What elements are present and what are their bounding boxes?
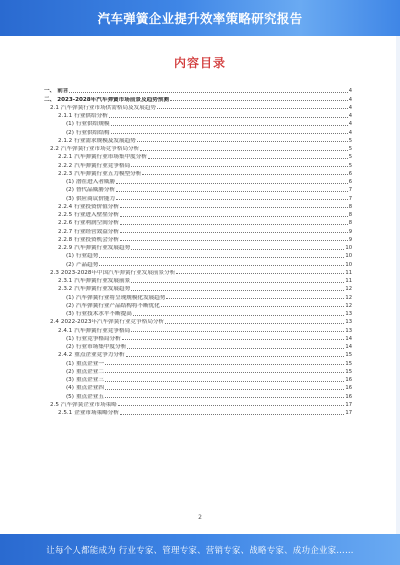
toc-entry[interactable] (44, 276, 352, 284)
toc-entry-number: 2.5.1 (58, 410, 73, 416)
toc-leader-dots (105, 397, 344, 398)
toc-entry-title: 前言 (57, 88, 69, 95)
toc-entry-title: 行业供给分析 (74, 113, 108, 119)
toc-leader-dots (142, 174, 347, 175)
toc-entry-number: 2.3.1 (58, 278, 73, 284)
toc-leader-dots (105, 372, 344, 373)
toc-entry-title: 重点企业四 (75, 385, 104, 392)
toc-heading: 内容目录 (173, 56, 226, 70)
toc-entry-title: 行业技术水平不断提高 (75, 311, 132, 317)
bottom-banner (0, 534, 400, 565)
toc-entry[interactable] (44, 259, 352, 267)
toc-leader-dots (166, 298, 344, 299)
toc-entry[interactable] (44, 358, 352, 366)
toc-entry[interactable] (44, 193, 352, 201)
toc-leader-dots (148, 158, 348, 159)
toc-leader-dots (118, 405, 345, 406)
toc-entry-number: (2) (66, 129, 74, 136)
toc-entry-number: 二、 (44, 96, 56, 103)
toc-leader-dots (111, 125, 348, 126)
toc-entry-title: 行业供给结构 (75, 129, 110, 136)
toc-leader-dots (140, 150, 347, 151)
toc-entry[interactable] (44, 408, 352, 416)
toc-entry[interactable] (44, 202, 352, 210)
toc-entry-page: 8 (348, 203, 352, 210)
table-of-contents (44, 86, 352, 416)
toc-entry[interactable] (44, 103, 352, 111)
toc-entry[interactable] (44, 309, 352, 317)
toc-entry[interactable] (44, 218, 352, 226)
toc-entry[interactable] (44, 301, 352, 309)
toc-entry-page: 15 (345, 368, 352, 375)
toc-entry-page: 13 (345, 327, 352, 334)
toc-entry-title: 2023-2028年中国汽车弹簧行业发展前景分析 (60, 269, 176, 276)
toc-leader-dots (137, 141, 348, 142)
toc-entry-number: 2.2.9 (58, 245, 73, 251)
toc-leader-dots (105, 364, 344, 365)
toc-entry-page: 4 (348, 104, 352, 111)
toc-entry-number: (5) (66, 393, 74, 400)
toc-entry-page: 13 (345, 311, 352, 317)
toc-leader-dots (105, 381, 344, 382)
toc-entry-page: 9 (348, 228, 352, 235)
toc-entry-number: (3) (66, 377, 74, 383)
toc-leader-dots (126, 356, 345, 357)
toc-leader-dots (120, 232, 348, 233)
toc-entry[interactable] (44, 177, 352, 185)
toc-entry[interactable] (44, 127, 352, 135)
toc-entry[interactable] (44, 111, 352, 119)
toc-entry-number: (2) (66, 344, 74, 350)
toc-entry-number: 2.3.2 (58, 286, 73, 293)
toc-entry-number: 2.2.6 (58, 220, 73, 227)
toc-leader-dots (131, 331, 344, 332)
toc-entry-title: 供应商议价能力 (75, 195, 116, 202)
toc-entry-number: 2.1.1 (58, 113, 73, 119)
toc-leader-dots (165, 323, 344, 324)
toc-entry-number: (1) (66, 335, 74, 342)
toc-entry-number: (1) (66, 294, 74, 301)
toc-entry-title: 行业需求规模及发展趋势 (74, 137, 136, 144)
toc-leader-dots (157, 108, 348, 109)
toc-entry-page: 10 (345, 253, 352, 260)
toc-entry-number: (2) (66, 187, 74, 194)
top-banner (0, 0, 400, 36)
toc-entry-page: 6 (348, 179, 352, 185)
toc-entry-title: 汽车弹簧行业五力模型分析 (74, 170, 142, 177)
toc-entry-page: 4 (348, 121, 352, 128)
toc-leader-dots (170, 100, 348, 101)
toc-entry[interactable] (44, 119, 352, 127)
toc-entry-title: 汽车弹簧行业发展趋势 (74, 245, 131, 251)
toc-entry[interactable] (44, 136, 352, 144)
toc-entry-page: 4 (348, 113, 352, 119)
toc-leader-dots (69, 92, 347, 93)
toc-entry-page: 5 (348, 137, 352, 144)
toc-entry-title: 行业竞争格局分析 (75, 335, 121, 342)
toc-entry-page: 4 (348, 88, 352, 95)
toc-entry-title: 企业市场策略分析 (74, 410, 119, 416)
toc-entry[interactable] (44, 350, 352, 358)
toc-entry-number: 2.2.7 (58, 228, 73, 235)
toc-entry-page: 12 (345, 302, 352, 309)
toc-entry-number: 2.4.1 (58, 327, 73, 334)
toc-entry-title: 行业投资价值分析 (74, 203, 119, 210)
toc-entry-title: 重点企业二 (75, 368, 104, 375)
toc-leader-dots (111, 133, 348, 134)
toc-entry-page: 4 (348, 96, 352, 103)
toc-entry-number: 2.2.5 (58, 212, 73, 218)
toc-entry-title: 行业利润空间分析 (74, 220, 119, 227)
toc-entry[interactable] (44, 235, 352, 243)
toc-entry-page: 5 (348, 162, 352, 169)
toc-entry-page: 10 (345, 245, 352, 251)
toc-entry-page: 9 (348, 236, 352, 243)
toc-leader-dots (116, 183, 348, 184)
toc-entry[interactable] (44, 152, 352, 160)
toc-leader-dots (131, 282, 344, 283)
toc-entry[interactable] (44, 94, 352, 102)
toc-entry[interactable] (44, 243, 352, 251)
toc-entry-title: 2022-2023年汽车弹簧行业竞争格局分析 (60, 319, 165, 326)
toc-entry-page: 11 (345, 278, 352, 284)
toc-entry-page: 14 (345, 335, 352, 342)
toc-entry-number: (1) (66, 360, 74, 367)
toc-entry-page: 15 (345, 360, 352, 367)
toc-entry[interactable] (44, 391, 352, 399)
toc-entry-number: (2) (66, 261, 74, 268)
toc-leader-dots (116, 191, 348, 192)
toc-entry-number: (3) (66, 311, 74, 317)
toc-entry-number: 2.4.2 (58, 352, 73, 359)
toc-entry[interactable] (44, 169, 352, 177)
toc-entry[interactable] (44, 317, 352, 325)
toc-entry[interactable] (44, 342, 352, 350)
toc-leader-dots (99, 265, 344, 266)
toc-entry-page: 13 (345, 319, 352, 326)
toc-leader-dots (99, 257, 344, 258)
toc-leader-dots (133, 315, 345, 316)
toc-entry-page: 5 (348, 146, 352, 152)
toc-entry-title: 重点企业一 (75, 360, 104, 367)
toc-entry-page: 11 (345, 269, 352, 276)
toc-entry[interactable] (44, 86, 352, 94)
toc-entry-number: 2.2 (50, 146, 59, 152)
toc-entry-title: 行业供给规模 (75, 121, 110, 128)
toc-entry-title: 产品趋势 (75, 261, 99, 268)
toc-entry-title: 重点企业竞争力分析 (74, 352, 125, 359)
toc-leader-dots (176, 273, 344, 274)
toc-entry-page: 15 (345, 352, 352, 359)
toc-entry-number: (1) (66, 253, 74, 260)
toc-entry-number: (2) (66, 368, 74, 375)
toc-entry-page: 12 (345, 286, 352, 293)
toc-entry[interactable] (44, 268, 352, 276)
toc-entry-title: 汽车弹簧行业将呈现规模化发展趋势 (75, 294, 166, 301)
toc-entry[interactable] (44, 160, 352, 168)
toc-entry-page: 8 (348, 220, 352, 227)
toc-entry-title: 行业市场集中度分析 (75, 344, 127, 350)
toc-entry-page: 17 (345, 401, 352, 408)
toc-leader-dots (131, 249, 344, 250)
toc-entry-title: 汽车弹簧行业发展趋势 (74, 286, 131, 293)
toc-entry-number: (4) (66, 385, 74, 392)
toc-entry-page: 10 (345, 261, 352, 268)
toc-leader-dots (109, 117, 348, 118)
toc-entry-number: 一、 (44, 88, 56, 95)
toc-entry-page: 16 (345, 393, 352, 400)
toc-entry-number: (3) (66, 195, 74, 202)
toc-entry-title: 替代品威胁分析 (75, 187, 116, 194)
toc-entry-number: 2.2.4 (58, 203, 73, 210)
side-accent (396, 36, 400, 534)
toc-entry-title: 2023-2028年汽车弹簧市场前景及趋势预测 (57, 96, 169, 103)
toc-entry-number: (1) (66, 179, 74, 185)
toc-entry-page: 8 (348, 212, 352, 218)
toc-entry[interactable] (44, 400, 352, 408)
toc-entry[interactable] (44, 292, 352, 300)
toc-entry-title: 行业趋势 (75, 253, 99, 260)
page-number: 2 (198, 514, 202, 521)
toc-entry-title: 重点企业三 (75, 377, 104, 383)
toc-entry-title: 行业投资机会分析 (74, 236, 119, 243)
toc-entry[interactable] (44, 226, 352, 234)
toc-leader-dots (120, 224, 348, 225)
toc-entry[interactable] (44, 185, 352, 193)
toc-entry-title: 汽车弹簧行业市场竞争格局分析 (60, 146, 140, 152)
toc-entry[interactable] (44, 367, 352, 375)
toc-entry-number: 2.2.8 (58, 236, 73, 243)
toc-entry-number: 2.2.3 (58, 170, 73, 177)
toc-entry-number: 2.1 (50, 104, 59, 111)
footer-slogan: 让每个人都能成为 行业专家、管理专家、营销专家、战略专家、成功企业家…… (46, 545, 354, 556)
toc-entry-number: 2.2.2 (58, 162, 73, 169)
toc-entry-page: 16 (345, 377, 352, 383)
toc-entry-title: 汽车弹簧行业竞争格局 (74, 162, 131, 169)
toc-leader-dots (131, 166, 348, 167)
toc-leader-dots (120, 216, 348, 217)
toc-entry-title: 汽车弹簧企业市场策略 (60, 401, 117, 408)
toc-entry[interactable] (44, 325, 352, 333)
toc-entry-title: 汽车弹簧行业发展前景 (74, 278, 131, 284)
toc-entry-number: 2.4 (50, 319, 59, 326)
toc-entry-title: 行业经营效益分析 (74, 228, 119, 235)
toc-leader-dots (120, 240, 348, 241)
toc-entry-number: (1) (66, 121, 74, 128)
toc-entry-number: 2.5 (50, 401, 59, 408)
toc-entry-title: 汽车弹簧行业市场集中度分析 (74, 154, 147, 161)
toc-entry-title: 汽车弹簧行业产品结构将不断优化 (75, 302, 160, 309)
toc-entry-page: 6 (348, 170, 352, 177)
toc-entry-number: (2) (66, 302, 74, 309)
toc-leader-dots (105, 389, 344, 390)
toc-entry-page: 4 (348, 129, 352, 136)
toc-entry-number: 2.2.1 (58, 154, 73, 161)
toc-entry-page: 16 (345, 385, 352, 392)
toc-entry-page: 7 (348, 187, 352, 194)
toc-entry[interactable] (44, 251, 352, 259)
toc-entry-title: 汽车弹簧行业市场供需格局及发展趋势 (60, 104, 157, 111)
toc-entry[interactable] (44, 284, 352, 292)
toc-entry-page: 14 (345, 344, 352, 350)
toc-entry-page: 12 (345, 294, 352, 301)
toc-leader-dots (127, 348, 344, 349)
toc-leader-dots (116, 199, 348, 200)
toc-leader-dots (120, 414, 344, 415)
toc-entry-title: 潜在进入者威胁 (75, 179, 116, 185)
toc-entry-title: 汽车弹簧行业竞争格局 (74, 327, 131, 334)
toc-entry-page: 17 (345, 410, 352, 416)
toc-entry-number: 2.1.2 (58, 137, 73, 144)
toc-entry[interactable] (44, 383, 352, 391)
toc-entry-page: 5 (348, 154, 352, 161)
toc-leader-dots (122, 339, 345, 340)
toc-leader-dots (161, 306, 345, 307)
toc-entry-title: 行业进入壁垒分析 (74, 212, 119, 218)
report-title: 汽车弹簧企业提升效率策略研究报告 (97, 11, 303, 26)
toc-leader-dots (120, 207, 348, 208)
toc-entry[interactable] (44, 210, 352, 218)
toc-entry-page: 7 (348, 195, 352, 202)
toc-entry[interactable] (44, 144, 352, 152)
toc-entry-number: 2.3 (50, 269, 59, 276)
toc-entry[interactable] (44, 375, 352, 383)
toc-entry-title: 重点企业五 (75, 393, 104, 400)
toc-entry[interactable] (44, 334, 352, 342)
toc-leader-dots (131, 290, 344, 291)
